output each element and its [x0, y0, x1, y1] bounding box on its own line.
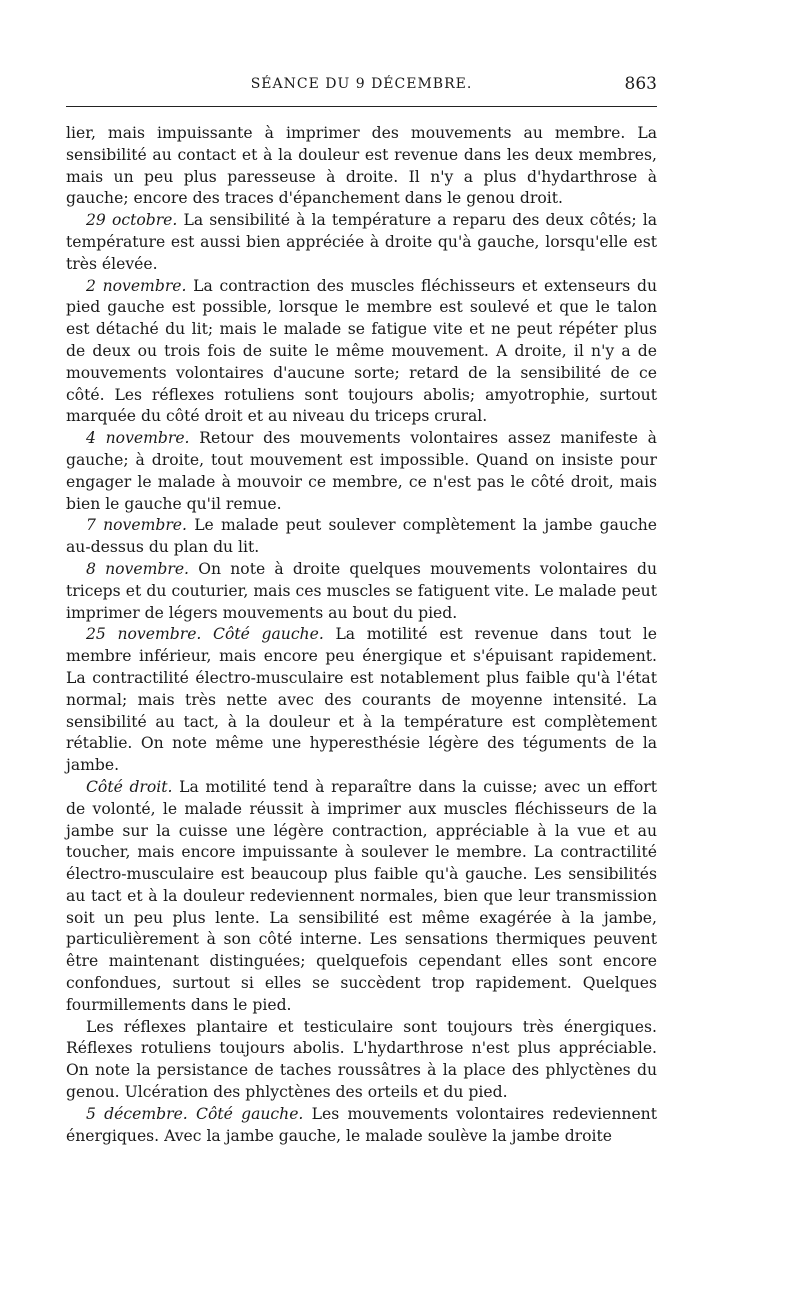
- entry-date: 5 décembre.: [86, 1104, 188, 1123]
- paragraph-text: La contraction des muscles fléchisseurs et extenseurs du pied gauche est possible, lorsque le membre est soulevé et que le talon est détaché du lit; mais le malade se fatigue vite et ne peut répéter plus de deux ou trois fois de suite le même mouvement. A droite, il n'y a de mouvements volontaires d'aucune sorte; retard de la sensibilité de ce côté. Les réflexes rotuliens sont toujours abolis; amyotrophie, surtout marquée du côté droit et au niveau du triceps crural.: [66, 276, 657, 426]
- paragraph-text: La motilité est revenue dans tout le membre inférieur, mais encore peu énergique et s'épuisant rapidement. La contractilité électro-musculaire est notablement plus faible qu'à l'état normal; mais très nette avec des courants de moyenne intensité. La sensibilité au tact, à la douleur et à la température est complètement rétablie. On note même une hyperesthésie légère des téguments de la jambe.: [66, 625, 657, 775]
- body-text: [66, 123, 657, 1147]
- side-label: Côté gauche.: [213, 625, 324, 644]
- page-header: [66, 76, 657, 102]
- paragraph-text: On note à droite quelques mouvements volontaires du triceps et du couturier, mais ces muscles se fatiguent vite. Le malade peut imprimer de légers mouvements au bout du pied.: [66, 559, 657, 622]
- paragraph-8-novembre: [66, 559, 657, 624]
- paragraph-7-novembre: [66, 515, 657, 559]
- paragraph-text: Retour des mouvements volontaires assez manifeste à gauche; à droite, tout mouvement est impossible. Quand on insiste pour engager le malade à mouvoir ce membre, ce n'est pas le côté droit, mais bien le gauche qu'il remue.: [66, 429, 657, 513]
- paragraph-29-octobre: [66, 210, 657, 275]
- side-label: Côté droit.: [86, 777, 173, 796]
- paragraph-5-decembre: [66, 1104, 657, 1148]
- paragraph-reflexes: [66, 1017, 657, 1104]
- paragraph-cote-droit: [66, 777, 657, 1017]
- paragraph-text: La motilité tend à reparaître dans la cuisse; avec un effort de volonté, le malade réussit à imprimer aux muscles fléchisseurs de la jambe sur la cuisse une légère contraction, appréciable à la vue et au toucher, mais encore impuissante à soulever le membre. La contractilité électro-musculaire est beaucoup plus faible qu'à gauche. Les sensibilités au tact et à la douleur redeviennent normales, bien que leur transmission soit un peu plus lente. La sensibilité est même exagérée à la jambe, particulièrement à son côté interne. Les sensations thermiques peuvent être maintenant distinguées; quelquefois cependant elles sont encore confondues, surtout si elles se succèdent trop rapidement. Quelques fourmillements dans le pied.: [66, 777, 657, 1014]
- paragraph-text: lier, mais impuissante à imprimer des mouvements au membre. La sensibilité au contact et à la douleur est revenue dans les deux membres, mais un peu plus paresseuse à droite. Il n'y a plus d'hydarthrose à gauche; encore des traces d'épanchement dans le genou droit.: [66, 124, 657, 208]
- entry-date: 25 novembre.: [86, 625, 202, 644]
- paragraph-text: Le malade peut soulever complètement la jambe gauche au-dessus du plan du lit.: [66, 516, 658, 557]
- paragraph-text: Les réflexes plantaire et testiculaire sont toujours très énergiques. Réflexes rotuliens toujours abolis. L'hydarthrose n'est plus appréciable. On note la persistance de taches roussâtres à la place des phlyctènes du genou. Ulcération des phlyctènes des orteils et du pied.: [66, 1017, 657, 1102]
- running-title: SÉANCE DU 9 DÉCEMBRE.: [250, 76, 473, 92]
- paragraph-4-novembre: [66, 428, 657, 515]
- paragraph-continuation: [66, 123, 657, 210]
- paragraph-2-novembre: [66, 276, 657, 429]
- entry-date: 29 octobre.: [86, 211, 178, 230]
- paragraph-25-novembre: [66, 624, 657, 777]
- paragraph-text: La sensibilité à la température a reparu des deux côtés; la température est aussi bien appréciée à droite qu'à gauche, lorsqu'elle est très élevée.: [66, 211, 657, 273]
- side-label: Côté gauche.: [196, 1104, 304, 1123]
- entry-date: 8 novembre.: [86, 559, 190, 578]
- header-rule: [66, 106, 657, 107]
- entry-date: 7 novembre.: [86, 516, 187, 535]
- entry-date: 4 novembre.: [86, 429, 190, 448]
- paragraph-text: Les mouvements volontaires redeviennent énergiques. Avec la jambe gauche, le malade soulève la jambe droite: [66, 1104, 657, 1145]
- entry-date: 2 novembre.: [86, 276, 187, 295]
- page-number: 863: [624, 74, 657, 94]
